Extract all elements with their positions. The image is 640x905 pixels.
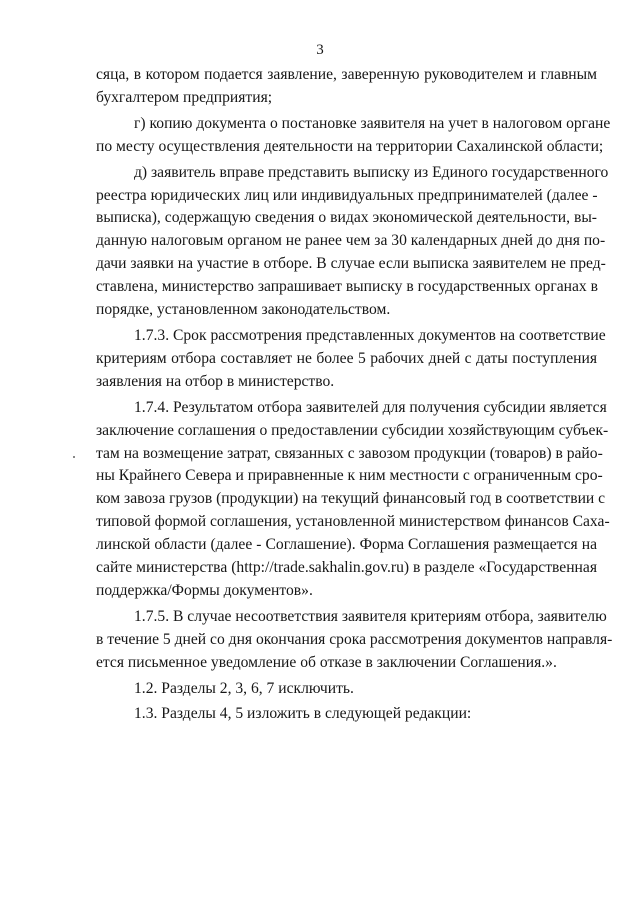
text-line: сяца, в котором подается заявление, заверенную руководителем и главным bbox=[96, 66, 597, 83]
text-line: порядке, установленном законодательством. bbox=[96, 301, 391, 319]
paragraph-1-3 bbox=[96, 703, 597, 726]
text-line: бухгалтером предприятия; bbox=[96, 88, 273, 106]
text-line: заявления на отбор в министерство. bbox=[96, 372, 335, 390]
text-line: критериям отбора составляет не более 5 рабочих дней с даты поступления bbox=[96, 349, 597, 367]
text-line: реестра юридических лиц или индивидуальных предпринимателей (далее - bbox=[96, 186, 598, 204]
text-line: ком завоза грузов (продукции) на текущий финансовый год в соответствии с bbox=[96, 490, 606, 508]
text-line: заключение соглашения о предоставлении субсидии хозяйствующим субъек- bbox=[96, 421, 609, 439]
paragraph-1-7-3 bbox=[96, 325, 606, 394]
text-line: г) копию документа о постановке заявителя на учет в налоговом органе bbox=[134, 114, 611, 132]
text-line: д) заявитель вправе представить выписку из Единого государственного bbox=[134, 163, 609, 181]
paragraph-item-d bbox=[96, 162, 609, 322]
paragraph-continuation bbox=[96, 64, 597, 110]
text-line: ны Крайнего Севера и приравненные к ним местности с ограниченным сро- bbox=[96, 467, 603, 485]
paragraph-item-g bbox=[96, 113, 611, 159]
text-line: поддержка/Формы документов». bbox=[96, 581, 313, 599]
text-line: данную налоговым органом не ранее чем за 30 календарных дней до дня по- bbox=[96, 232, 606, 250]
paragraph-1-2 bbox=[96, 678, 597, 701]
text-line: линской области (далее - Соглашение). Форма Соглашения размещается на bbox=[96, 536, 597, 554]
text-line: в течение 5 дней со дня окончания срока рассмотрения документов направля- bbox=[96, 630, 613, 648]
text-line: ется письменное уведомление об отказе в заключении Соглашения.». bbox=[96, 653, 557, 671]
text-line: типовой формой соглашения, установленной министерством финансов Саха- bbox=[96, 513, 610, 531]
text-line: 1.2. Разделы 2, 3, 6, 7 исключить. bbox=[134, 679, 354, 697]
text-line: дачи заявки на участие в отборе. В случае если выписка заявителем не пред- bbox=[96, 255, 606, 273]
text-line: там на возмещение затрат, связанных с завозом продукции (товаров) в райо- bbox=[96, 444, 603, 462]
document-body bbox=[96, 64, 613, 726]
text-line: 1.7.5. В случае несоответствия заявителя критериям отбора, заявителю bbox=[134, 607, 607, 625]
text-line: по месту осуществления деятельности на территории Сахалинской области; bbox=[96, 137, 604, 155]
text-line: ставлена, министерство запрашивает выписку в государственных органах в bbox=[96, 278, 598, 296]
text-line: 1.7.4. Результатом отбора заявителей для получения субсидии является bbox=[134, 398, 607, 416]
paragraph-1-7-4 bbox=[96, 397, 610, 603]
text-line: 1.7.3. Срок рассмотрения представленных документов на соответствие bbox=[134, 326, 606, 344]
page-number: 3 bbox=[316, 42, 324, 58]
margin-dot bbox=[73, 456, 75, 458]
text-line: сайте министерства (http://trade.sakhalin.gov.ru) в разделе «Государственная bbox=[96, 559, 597, 577]
text-line: выписка), содержащую сведения о видах экономической деятельности, вы- bbox=[96, 209, 597, 227]
paragraph-1-7-5 bbox=[96, 606, 613, 675]
text-line: 1.3. Разделы 4, 5 изложить в следующей редакции: bbox=[134, 705, 472, 723]
